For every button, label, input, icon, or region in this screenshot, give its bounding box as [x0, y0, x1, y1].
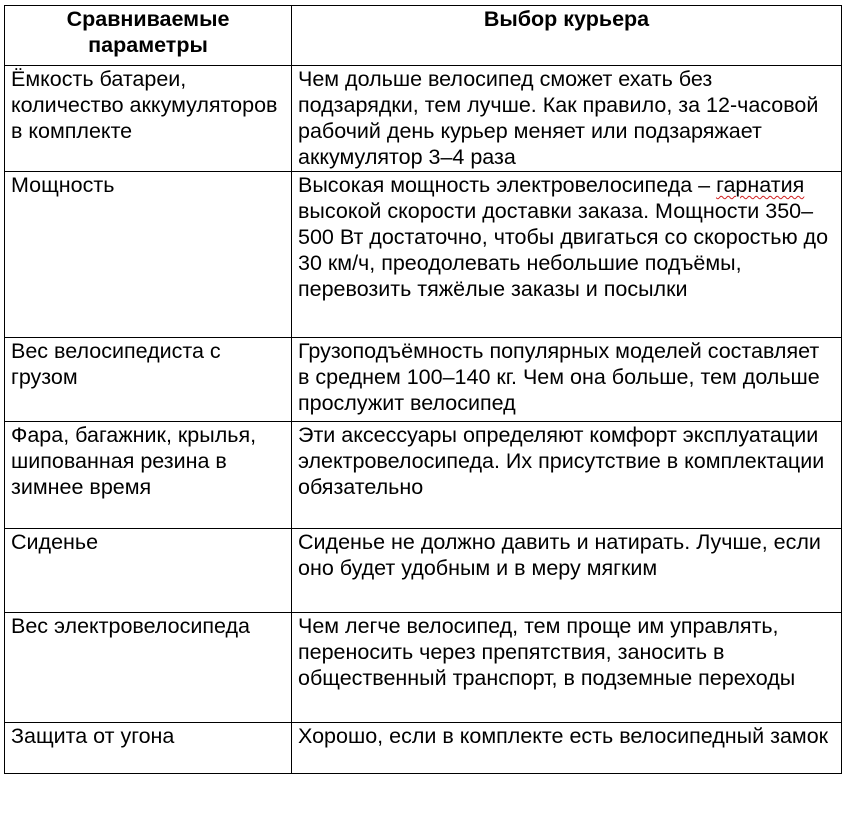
choice-cell: Эти аксессуары определяют комфорт эксплуатации электровелосипеда. Их присутствие в комплектации обязательно — [292, 422, 842, 529]
header-parameters: Сравниваемые параметры — [5, 6, 292, 66]
table-row — [5, 172, 842, 338]
choice-cell: Грузоподъёмность популярных моделей составляет в среднем 100–140 кг. Чем она больше, тем дольше прослужит велосипед — [292, 338, 842, 422]
choice-cell — [292, 172, 842, 338]
table-row — [5, 529, 842, 613]
table-row — [5, 338, 842, 422]
param-cell: Защита от угона — [5, 723, 292, 774]
header-courier-choice: Выбор курьера — [292, 6, 842, 66]
param-cell: Вес электровелосипеда — [5, 613, 292, 723]
table-row — [5, 422, 842, 529]
param-cell: Вес велосипедиста с грузом — [5, 338, 292, 422]
table-row — [5, 66, 842, 172]
choice-cell: Чем легче велосипед, тем проще им управлять, переносить через препятствия, заносить в общественный транспорт, в подземные переходы — [292, 613, 842, 723]
param-cell: Мощность — [5, 172, 292, 338]
choice-cell: Чем дольше велосипед сможет ехать без подзарядки, тем лучше. Как правило, за 12-часовой рабочий день курьер меняет или подзаряжает аккумулятор 3–4 раза — [292, 66, 842, 172]
param-cell: Фара, багажник, крылья, шипованная резина в зимнее время — [5, 422, 292, 529]
choice-text-part: высокой скорости доставки заказа. Мощности 350–500 Вт достаточно, чтобы двигаться со скоростью до 30 км/ч, преодолевать небольшие подъёмы, перевозить тяжёлые заказы и посылки — [298, 199, 829, 301]
choice-cell: Хорошо, если в комплекте есть велосипедный замок — [292, 723, 842, 774]
table-row — [5, 613, 842, 723]
comparison-table — [4, 5, 842, 774]
choice-cell: Сиденье не должно давить и натирать. Лучше, если оно будет удобным и в меру мягким — [292, 529, 842, 613]
param-cell: Ёмкость батареи, количество аккумуляторов в комплекте — [5, 66, 292, 172]
table-row — [5, 723, 842, 774]
param-cell: Сиденье — [5, 529, 292, 613]
table-header-row — [5, 6, 842, 66]
misspelled-word: гарнатия — [716, 173, 805, 197]
choice-text-part: Высокая мощность электровелосипеда – — [298, 173, 711, 197]
